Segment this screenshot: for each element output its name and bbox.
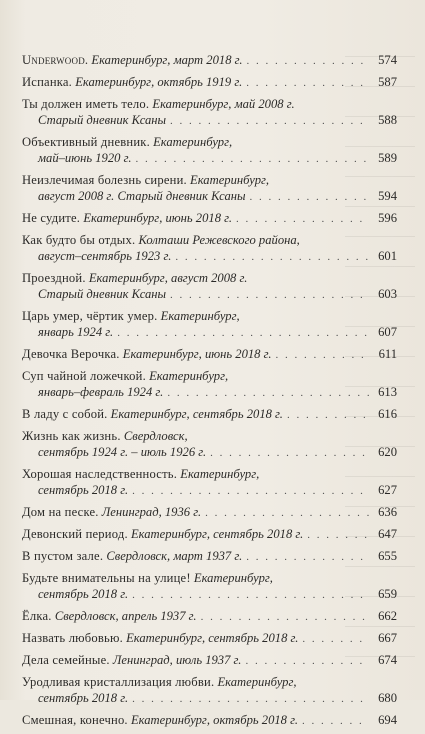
dot-leader: [247, 53, 369, 69]
toc-entry: [22, 96, 397, 129]
entry-place: Екатеринбург, сентябрь 2018 г.: [126, 631, 299, 645]
entry-title: Уродливая кристаллизация любви.: [22, 675, 215, 689]
entry-page-number: 596: [378, 211, 397, 225]
entry-place-continued: август 2008 г. Старый дневник Ксаны: [38, 189, 246, 203]
toc-entry: [22, 674, 397, 707]
entry-page-number: 636: [378, 505, 397, 519]
entry-place-continued: май–июнь 1920 г.: [38, 151, 132, 165]
toc-entry: [22, 652, 397, 669]
dot-leader: [201, 609, 369, 625]
entry-place-continued: январь–февраль 1924 г.: [38, 385, 164, 399]
toc-entry: [22, 526, 397, 543]
entry-place: Ленинград, 1936 г.: [101, 505, 202, 519]
entry-page-number: 620: [378, 445, 397, 459]
entry-place-continued: сентябрь 1924 г. – июль 1926 г.: [38, 445, 207, 459]
entry-page-number: 667: [378, 631, 397, 645]
dot-leader: [236, 211, 369, 227]
entry-page-number: 647: [378, 527, 397, 541]
entry-place: Екатеринбург,: [153, 135, 233, 149]
entry-place-continued: сентябрь 2018 г.: [38, 483, 129, 497]
entry-title: В ладу с собой.: [22, 407, 108, 421]
entry-page-number: 589: [378, 151, 397, 165]
entry-page-number: 611: [378, 347, 397, 361]
entry-title: Ты должен иметь тело.: [22, 97, 150, 111]
entry-page-number: 694: [378, 713, 397, 727]
entry-page-number: 680: [378, 691, 397, 705]
entry-place: Екатеринбург, октябрь 2018 г.: [130, 713, 299, 727]
entry-page-number: 613: [378, 385, 397, 399]
entry-place: Екатеринбург,: [193, 571, 273, 585]
entry-place-continued: август–сентябрь 1923 г.: [38, 249, 172, 263]
entry-title: Девочка Верочка.: [22, 347, 120, 361]
entry-title: Проездной.: [22, 271, 86, 285]
entry-place-continued: сентябрь 2018 г.: [38, 587, 129, 601]
dot-leader: [132, 587, 369, 603]
entry-place: Екатеринбург,: [190, 173, 270, 187]
entry-title: Будьте внимательны на улице!: [22, 571, 191, 585]
entry-title: В пустом зале.: [22, 549, 104, 563]
toc-entry: [22, 368, 397, 401]
entry-page-number: 588: [378, 113, 397, 127]
toc-entry: [22, 74, 397, 91]
entry-place: Екатеринбург, май 2008 г.: [152, 97, 295, 111]
toc-entry: [22, 52, 397, 69]
dot-leader: [210, 445, 369, 461]
entry-title: Как будто бы отдых.: [22, 233, 136, 247]
entry-title: Неизлечимая болезнь сирени.: [22, 173, 187, 187]
dot-leader: [246, 549, 369, 565]
toc-entry: [22, 172, 397, 205]
entry-page-number: 607: [378, 325, 397, 339]
entry-page-number: 674: [378, 653, 397, 667]
toc-entry: [22, 346, 397, 363]
entry-place-continued: январь 1924 г.: [38, 325, 114, 339]
entry-place: Ленинград, июль 1937 г.: [112, 653, 242, 667]
toc-entry: [22, 428, 397, 461]
entry-place: Екатеринбург, сентябрь 2018 г.: [110, 407, 283, 421]
entry-title: Жизнь как жизнь.: [22, 429, 121, 443]
entry-page-number: 587: [378, 75, 397, 89]
entry-title: Не судите.: [22, 211, 81, 225]
entry-place: Свердловск,: [123, 429, 188, 443]
entry-page-number: 594: [378, 189, 397, 203]
toc-entry: [22, 210, 397, 227]
toc-entry: [22, 630, 397, 647]
entry-page-number: 662: [378, 609, 397, 623]
dot-leader: [117, 325, 369, 341]
entry-title: Испанка.: [22, 75, 73, 89]
dot-leader: [132, 483, 369, 499]
entry-place: Екатеринбург, июнь 2018 г.: [83, 211, 233, 225]
entry-place: Екатеринбург,: [180, 467, 260, 481]
toc-entry: [22, 270, 397, 303]
dot-leader: [246, 75, 369, 91]
toc-entry: [22, 232, 397, 265]
dot-leader: [302, 713, 369, 729]
toc-entry: [22, 570, 397, 603]
dot-leader: [170, 287, 369, 303]
dot-leader: [132, 691, 369, 707]
dot-leader: [287, 407, 369, 423]
entry-place: Екатеринбург, март 2018 г.: [91, 53, 243, 67]
entry-title: Царь умер, чёртик умер.: [22, 309, 158, 323]
dot-leader: [135, 151, 369, 167]
entry-page-number: 627: [378, 483, 397, 497]
entry-place: Колташи Режевского района,: [138, 233, 300, 247]
entry-place: Екатеринбург,: [149, 369, 229, 383]
dot-leader: [170, 113, 369, 129]
dot-leader: [276, 347, 369, 363]
toc-entry: [22, 466, 397, 499]
entry-page-number: 655: [378, 549, 397, 563]
entry-title: Дела семейные.: [22, 653, 110, 667]
entry-title: Ёлка.: [22, 609, 52, 623]
dot-leader: [245, 653, 369, 669]
dot-leader: [205, 505, 369, 521]
dot-leader: [250, 189, 369, 205]
entry-page-number: 574: [378, 53, 397, 67]
entry-place-continued: Старый дневник Ксаны: [38, 113, 167, 127]
entry-place: Екатеринбург, август 2008 г.: [88, 271, 248, 285]
entry-place-continued: Старый дневник Ксаны: [38, 287, 167, 301]
entry-page-number: 616: [378, 407, 397, 421]
entry-place: Екатеринбург, июнь 2018 г.: [122, 347, 272, 361]
toc-entry: [22, 608, 397, 625]
entry-title: Суп чайной ложечкой.: [22, 369, 146, 383]
entry-page-number: 603: [378, 287, 397, 301]
entry-place: Екатеринбург,: [160, 309, 240, 323]
entry-title: Хорошая наследственность.: [22, 467, 178, 481]
entry-title: Девонский период.: [22, 527, 128, 541]
toc-entry: [22, 712, 397, 729]
toc-entry: [22, 504, 397, 521]
entry-place: Екатеринбург, сентябрь 2018 г.: [130, 527, 304, 541]
toc-entry: [22, 308, 397, 341]
entry-page-number: 601: [378, 249, 397, 263]
entry-place: Екатеринбург,: [217, 675, 297, 689]
dot-leader: [307, 527, 369, 543]
entry-title: Underwood.: [22, 53, 89, 67]
toc-entry: [22, 134, 397, 167]
entry-place-continued: сентябрь 2018 г.: [38, 691, 129, 705]
toc-entry: [22, 548, 397, 565]
entry-title: Объективный дневник.: [22, 135, 150, 149]
entry-place: Свердловск, апрель 1937 г.: [54, 609, 197, 623]
dot-leader: [167, 385, 369, 401]
entry-title: Назвать любовью.: [22, 631, 123, 645]
entry-page-number: 659: [378, 587, 397, 601]
entry-place: Екатеринбург, октябрь 1919 г.: [75, 75, 243, 89]
entry-title: Смешная, конечно.: [22, 713, 128, 727]
dot-leader: [302, 631, 369, 647]
dot-leader: [175, 249, 369, 265]
toc-entry: [22, 406, 397, 423]
entry-title: Дом на песке.: [22, 505, 99, 519]
table-of-contents: [22, 52, 397, 734]
entry-place: Свердловск, март 1937 г.: [106, 549, 243, 563]
